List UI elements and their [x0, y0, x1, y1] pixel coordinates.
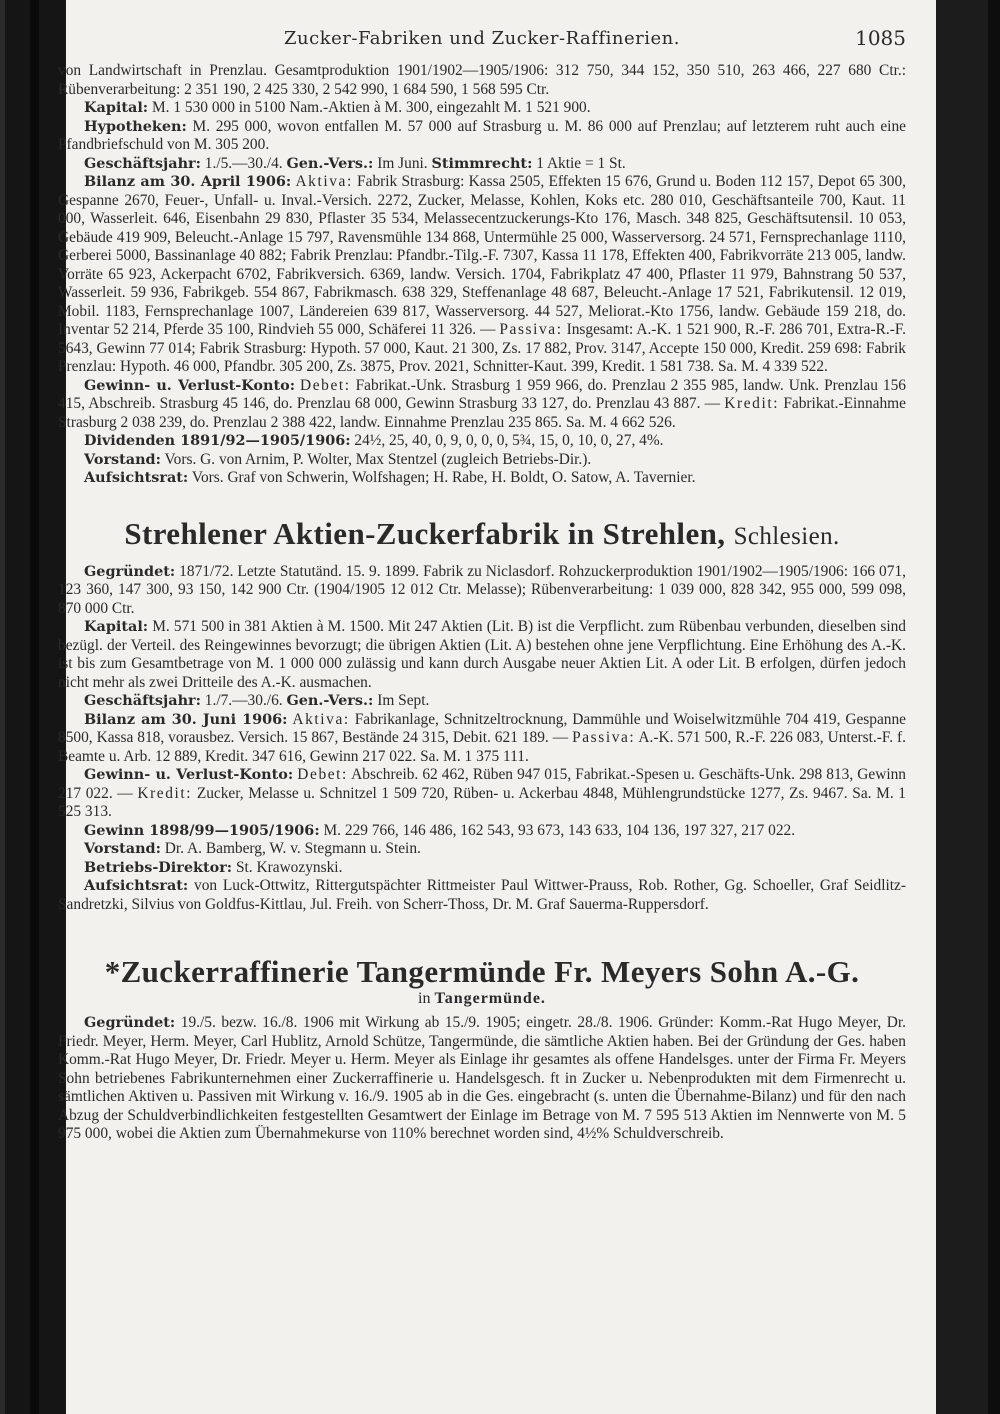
kapital-paragraph: Kapital: M. 1 530 000 in 5100 Nam.-Aktien à M. 300, eingezahlt M. 1 521 900.	[84, 99, 591, 116]
vorstand-paragraph: Vorstand: Vors. G. von Arnim, P. Wolter, Max Stentzel (zugleich Betriebs-Dir.).	[84, 450, 592, 468]
gegruendet-paragraph: Gegründet: 19./5. bezw. 16./8. 1906 mit Wirkung ab 15./9. 1905; eingetr. 28./8. 1906. Gründer: Komm.-Rat Hugo Meyer, Dr. Friedr. Meyer, Herm. Meyer, Carl Hublitz, Arnold Schütze, Tangermünde, die sämtliche Aktien haben. Bei der Gründung der Ges. haben Komm.-Rat Hugo Meyer, Dr. Friedr. Meyer u. Herm. Meyer als Einlage ihr gesamtes als offene Handelsges. unter der Firma Fr. Meyers Sohn betriebenes Fabrikunternehmen einer Zuckerraffinerie u. Handelsgesch. ft in Zucker u. Nebenprodukten mit dem Firmenrecht u. sämtlichen Aktiven u. Passiven mit Wirkung v. 16./9. 1905 ab in die Ges. eingebracht (s. unten die Übernahme-Bilanz) und für den nach Abzug der Schuldverbindlichkeiten festgestellten Gesamtwert der Einlage im Betrage von M. 7 595 513 Aktien im Nennwerte von M. 5 975 000, wobei die Aktien zum Übernahmekurse von 110% berechnet worden sind, 4½% Schuldverschreib.	[58, 1014, 906, 1142]
kapital-paragraph: Kapital: M. 571 500 in 381 Aktien à M. 1500. Mit 247 Aktien (Lit. B) ist die Verpflicht. zum Rübenbau verbunden, dieselben sind bezügl. der Verteil. des Reingewinnes bevorzugt; die übrigen Aktien (Lit. A) bestehen ohne jene Verpflichtung. Eine Erhöhung des A.-K. ist bis zum Gesamtbetrage von M. 1 000 000 zulässig und kann durch Ausgabe neuer Aktien Lit. A oder Lit. B erfolgen, dürfen jedoch nicht mehr als zwei Dritteile des A.-K. ausmachen.	[58, 618, 906, 691]
geschaeftsjahr-paragraph: Geschäftsjahr: 1./5.—30./4. Gen.-Vers.: Im Juni. Stimmrecht: 1 Aktie = 1 St.	[84, 154, 626, 172]
scan-border-left	[0, 0, 65, 1414]
geschaeftsjahr-paragraph: Geschäftsjahr: 1./7.—30./6. Gen.-Vers.: Im Sept.	[84, 692, 430, 709]
guv-paragraph: Gewinn- u. Verlust-Konto: Debet: Fabrikat.-Unk. Strasburg 1 959 966, do. Prenzlau 2 355 985, landw. Unk. Prenzlau 156 415, Abschreib. Strasburg 45 146, do. Prenzlau 68 000, Gewinn Strasburg 33 127, do. Prenzlau 43 887. — Kredit: Fabrikat.-Einnahme Strasburg 2 038 239, do. Prenzlau 2 388 422, landw. Einnahme Prenzlau 235 865. Sa. M. 4 662 526.	[58, 376, 906, 431]
section-subheading-place: in Tangermünde.	[418, 990, 546, 1007]
gegruendet-paragraph: Gegründet: 1871/72. Letzte Statutänd. 15. 9. 1899. Fabrik zu Niclasdorf. Rohzuckerproduktion 1901/1902—1905/1906: 166 071, 123 360, 147 300, 93 150, 142 900 Ctr. (1904/1905 12 012 Ctr. Melasse); Rübenverarbeitung: 1 039 000, 828 342, 955 000, 599 098, 870 000 Ctr.	[58, 562, 906, 617]
scan-border-right	[988, 0, 1000, 1414]
dividenden-paragraph: Dividenden 1891/92—1905/1906: 24½, 25, 40, 0, 9, 0, 0, 0, 5¾, 15, 0, 10, 0, 27, 4%.	[84, 432, 664, 449]
page-number: 1085	[855, 26, 906, 50]
section-heading-tangermuende: *Zuckerraffinerie Tangermünde Fr. Meyers Sohn A.-G.	[104, 954, 860, 989]
intro-paragraph: von Landwirtschaft in Prenzlau. Gesamtproduktion 1901/1902—1905/1906: 312 750, 344 152, 350 510, 263 466, 227 680 Ctr.: Rübenverarbeitung: 2 351 190, 2 425 330, 2 542 990, 1 684 590, 1 568 595 Ctr.	[58, 62, 906, 98]
betriebs-direktor-paragraph: Betriebs-Direktor: St. Krawozynski.	[84, 858, 343, 876]
running-header	[58, 22, 906, 62]
aufsichtsrat-paragraph: Aufsichtsrat: Vors. Graf von Schwerin, Wolfshagen; H. Rabe, H. Boldt, O. Satow, A. Tavernier.	[84, 469, 696, 486]
vorstand-paragraph: Vorstand: Dr. A. Bamberg, W. v. Stegmann u. Stein.	[84, 840, 421, 857]
section-heading-strehlen: Strehlener Aktien-Zuckerfabrik in Strehlen, Schlesien.	[124, 515, 840, 551]
document-page	[58, 0, 936, 1414]
bilanz-paragraph: Bilanz am 30. April 1906: Aktiva: Fabrik Strasburg: Kassa 2505, Effekten 15 676, Grund u. Boden 112 157, Depot 65 300, Gespanne 2670, Feuer-, Unfall- u. Inval.-Versich. 2272, Zucker, Melasse, Kohlen, Koks etc. 280 010, Geschäftsanteile 700, Kaut. 11 000, Wasserleit. 646, Eisenbahn 29 830, Pflaster 35 534, Melassecentzuckerungs-Kto 176, Masch. 348 825, Geschäftsutensil. 10 053, Gebäude 419 909, Beleucht.-Anlage 15 797, Ravensmühle 134 868, Untermühle 25 000, Wasserversorg. 24 571, Fernsprechanlage 1110, Gerberei 5000, Bassinanlage 40 882; Fabrik Prenzlau: Pfandbr.-Tilg.-F. 7307, Kassa 11 178, Effekten 400, Fabrikvorräte 213 005, landw. Vorräte 65 923, Ackerpacht 6702, Fabrikversich. 6369, landw. Versich. 1704, Fabrikplatz 47 400, Pflaster 11 979, Bahnstrang 50 537, Wasserleit. 59 936, Fabrikgeb. 554 867, Fabrikmasch. 638 329, Steffenanlage 48 687, Beleucht.-Anlage 17 521, Fabrikutensil. 12 019, Mobil. 1183, Fernsprechanlage 1007, Ländereien 639 817, Wasserversorg. 44 527, Meliorat.-Kto 1756, landw. Gebäude 159 218, do. Inventar 52 214, Pferde 35 100, Rindvieh 55 000, Schäferei 11 326. — Passiva: Insgesamt: A.-K. 1 521 900, R.-F. 286 701, Extra-R.-F. 5643, Gewinn 77 014; Fabrik Strasburg: Hypoth. 57 000, Kaut. 21 300, Zs. 17 882, Prov. 3147, Accepte 150 000, Kredit. 259 698: Fabrik Prenzlau: Hypoth. 46 000, Pfandbr. 305 200, Zs. 3875, Prov. 2021, Schnitter-Kaut. 399, Kredit. 1 581 738. Sa. M. 4 339 522.	[58, 173, 906, 375]
aufsichtsrat-paragraph: Aufsichtsrat: von Luck-Ottwitz, Rittergutspächter Rittmeister Paul Wittwer-Prauss, Rob. Rother, Gg. Schoeller, Graf Seidlitz-Sandretzki, Silvius von Goldfus-Kittlau, Jul. Freih. von Scherr-Thoss, Dr. M. Graf Sauerma-Ruppersdorf.	[58, 877, 906, 913]
running-title: Zucker-Fabriken und Zucker-Raffinerien.	[284, 28, 680, 49]
hypotheken-paragraph: Hypotheken: M. 295 000, wovon entfallen M. 57 000 auf Strasburg u. M. 86 000 auf Prenzlau; auf letzterem ruht auch eine Pfandbriefschuld von M. 305 200.	[58, 117, 906, 153]
bilanz-paragraph: Bilanz am 30. Juni 1906: Aktiva: Fabrikanlage, Schnitzeltrocknung, Dammühle und Woiselwitzmühle 704 419, Gespanne 8500, Kassa 818, vorausbez. Versich. 15 867, Bestände 24 315, Debit. 621 189. — Passiva: A.-K. 571 500, R.-F. 226 083, Unterst.-F. f. Beamte u. Arb. 12 889, Kredit. 347 616, Gewinn 217 022. Sa. M. 1 375 111.	[58, 710, 907, 765]
gewinn-paragraph: Gewinn 1898/99—1905/1906: M. 229 766, 146 486, 162 543, 93 673, 143 633, 104 136, 197 327, 217 022.	[84, 821, 796, 839]
guv-paragraph: Gewinn- u. Verlust-Konto: Debet: Abschreib. 62 462, Rüben 947 015, Fabrikat.-Spesen u. Geschäfts-Unk. 298 813, Gewinn 217 022. — Kredit: Zucker, Melasse u. Schnitzel 1 509 720, Rüben- u. Ackerbau 4848, Mühlengrundstücke 1277, Zs. 9467. Sa. M. 1 525 313.	[58, 766, 907, 820]
